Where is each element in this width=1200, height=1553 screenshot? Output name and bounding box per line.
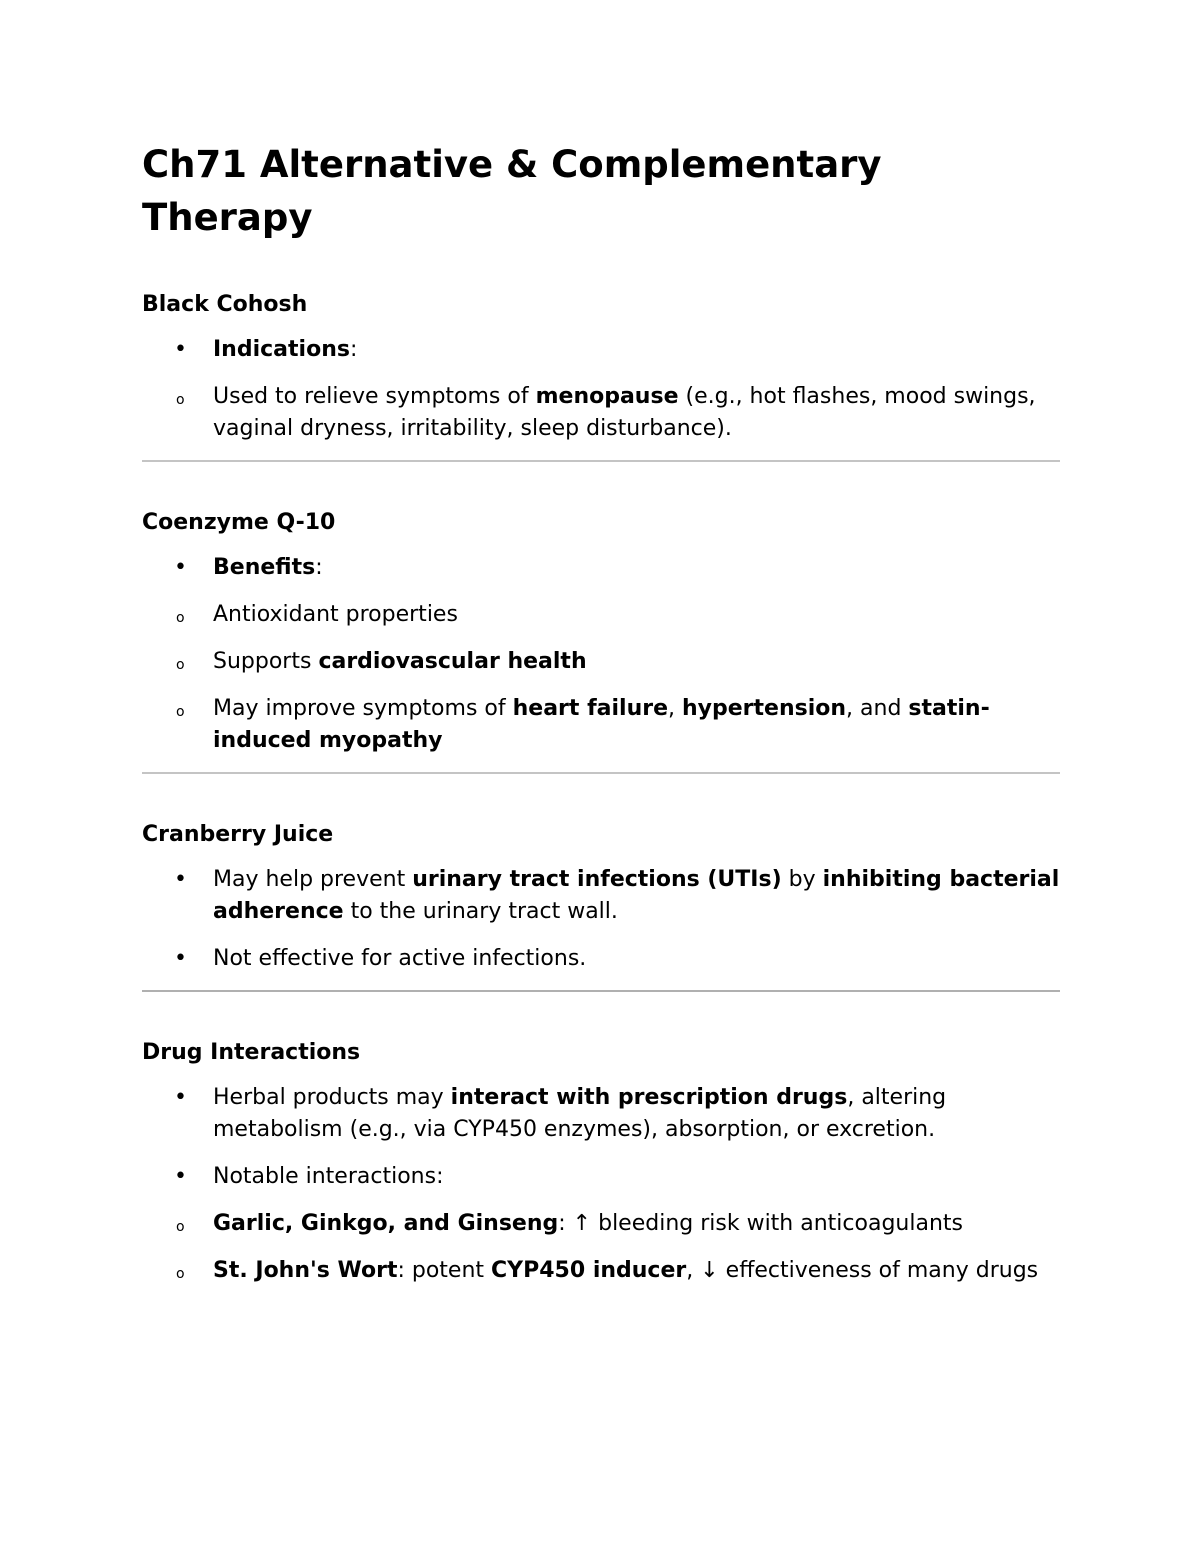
list-item: • Notable interactions: o Garlic, Ginkgo, and Ginseng: ↑ bleeding risk with anticoagulants o St. John's Wort: potent CYP450 inducer, ↓ effectiveness of many drugs xyxy=(142,1161,1060,1287)
sub-bullet-icon: o xyxy=(176,1266,185,1282)
sub-list-item: o May improve symptoms of heart failure, hypertension, and statin-induced myopathy xyxy=(176,696,990,753)
section-heading-black-cohosh: Black Cohosh xyxy=(142,292,308,317)
sub-bullet-list xyxy=(176,599,1060,757)
sub-list-item: o Garlic, Ginkgo, and Ginseng: ↑ bleeding risk with anticoagulants xyxy=(142,1208,1060,1240)
sub-list-item: o Supports cardiovascular health xyxy=(142,646,1060,678)
bullet-icon: • xyxy=(174,555,187,580)
section-cranberry-juice xyxy=(142,820,1060,975)
item-label-benefits: Benefits xyxy=(213,555,316,580)
sub-bullet-icon: o xyxy=(176,610,185,626)
sub-bullet-icon: o xyxy=(176,657,185,673)
bullet-list xyxy=(142,552,1060,757)
sub-bullet-list xyxy=(176,381,1060,445)
bullet-icon: • xyxy=(174,1164,187,1189)
sub-bullet-icon: o xyxy=(176,704,185,720)
section-black-cohosh xyxy=(142,290,1060,445)
document-page xyxy=(142,138,1060,1302)
section-drug-interactions xyxy=(142,1038,1060,1287)
sub-list-item: o St. John's Wort: potent CYP450 inducer, ↓ effectiveness of many drugs xyxy=(142,1255,1060,1287)
bullet-list xyxy=(142,1082,1060,1287)
bullet-list xyxy=(142,334,1060,445)
section-divider xyxy=(142,990,1060,992)
section-divider xyxy=(142,460,1060,462)
sub-list-item: o Used to relieve symptoms of menopause (e.g., hot flashes, mood swings, vaginal dryness, irritability, sleep disturbance). xyxy=(176,384,1036,441)
item-label-indications: Indications xyxy=(213,337,350,362)
bullet-list xyxy=(142,864,1060,975)
sub-bullet-list xyxy=(176,1208,1060,1287)
page-title: Ch71 Alternative & Complementary Therapy xyxy=(142,143,882,239)
list-item: • May help prevent urinary tract infections (UTIs) by inhibiting bacterial adherence to the urinary tract wall. xyxy=(142,864,1060,928)
sub-bullet-icon: o xyxy=(176,1219,185,1235)
bullet-icon: • xyxy=(174,337,187,362)
list-item: • Herbal products may interact with prescription drugs, altering metabolism (e.g., via CYP450 enzymes), absorption, or excretion. xyxy=(142,1082,1060,1146)
list-item: • Not effective for active infections. xyxy=(142,943,1060,975)
section-heading-cranberry-juice: Cranberry Juice xyxy=(142,822,334,847)
sub-bullet-icon: o xyxy=(176,392,185,408)
bullet-icon: • xyxy=(174,946,187,971)
list-item: • Indications: o Used to relieve symptoms of menopause (e.g., hot flashes, mood swings, vaginal dryness, irritability, sleep disturbance). xyxy=(142,334,1060,445)
list-item: • Benefits: o Antioxidant properties o Supports cardiovascular health o May improve symptoms of heart failure, hypertension, and statin-induced myopathy xyxy=(142,552,1060,757)
section-coenzyme-q10 xyxy=(142,508,1060,757)
bullet-icon: • xyxy=(174,1085,187,1110)
sub-list-item: o Antioxidant properties xyxy=(142,599,1060,631)
section-heading-coenzyme-q10: Coenzyme Q-10 xyxy=(142,510,336,535)
section-heading-drug-interactions: Drug Interactions xyxy=(142,1040,361,1065)
bullet-icon: • xyxy=(174,867,187,892)
section-divider xyxy=(142,772,1060,774)
